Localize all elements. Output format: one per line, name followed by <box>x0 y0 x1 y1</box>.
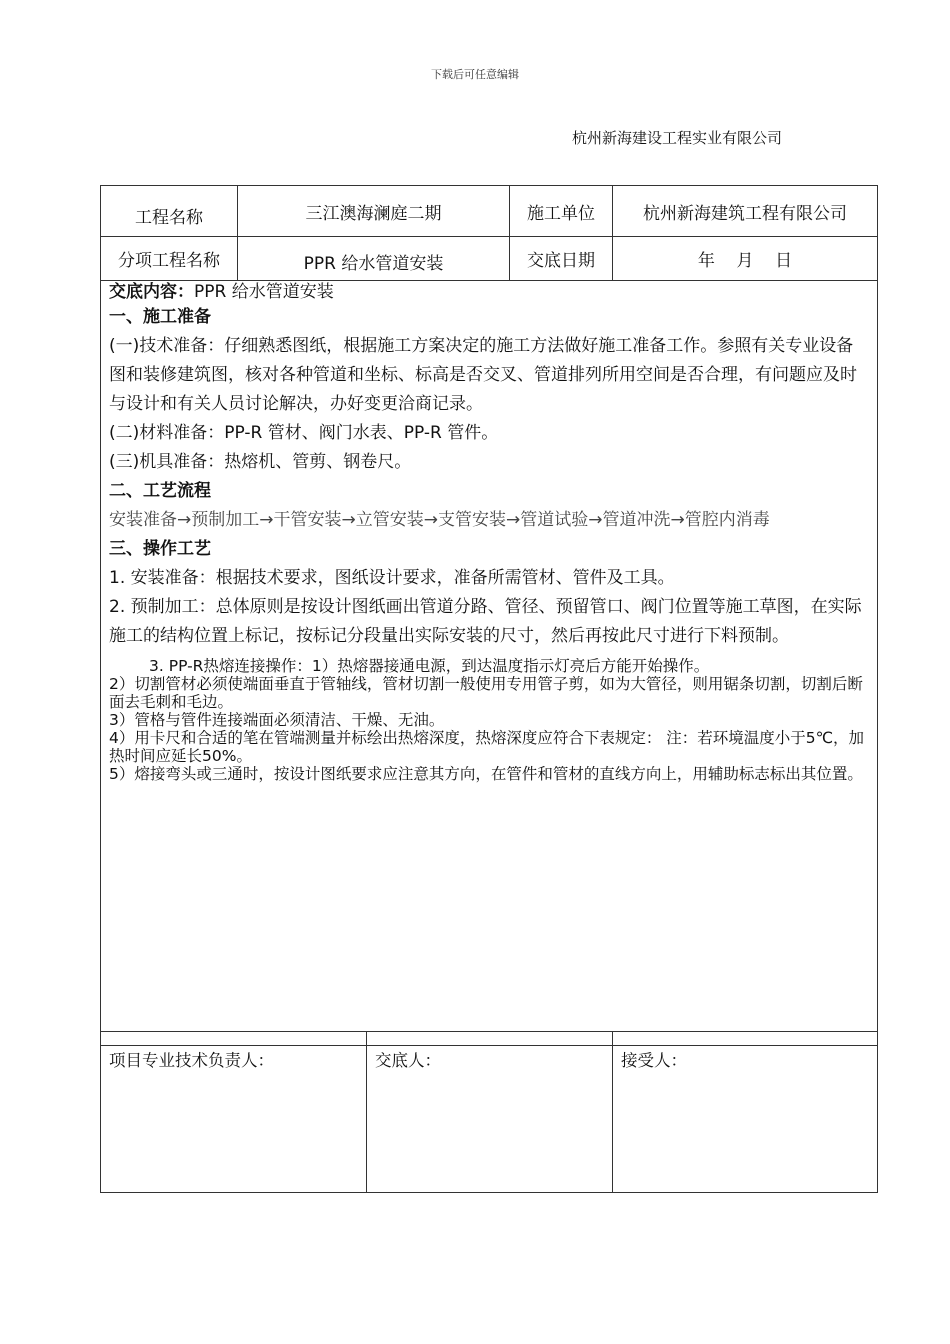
process-flow: 安装准备→预制加工→干管安装→立管安装→支管安装→管道试验→管道冲洗→管腔内消毒 <box>109 510 770 530</box>
step-3-hot-melt: 3. PP-R热熔连接操作：1）热熔器接通电源，到达温度指示灯亮后方能开始操作。 <box>149 657 710 675</box>
content-title-value: PPR 给水管道安装 <box>194 282 334 302</box>
signature-table <box>100 1031 878 1193</box>
date-label: 交底日期 <box>510 237 613 281</box>
step-1-install-prep: 1. 安装准备：根据技术要求，图纸设计要求，准备所需管材、管件及工具。 <box>109 568 675 588</box>
section-1-tool-prep: (三)机具准备：热熔机、管剪、钢卷尺。 <box>109 452 412 472</box>
content-title-label: 交底内容： <box>109 282 194 302</box>
section-1-heading: 一、施工准备 <box>109 307 211 327</box>
content-cell <box>101 281 878 1046</box>
subitem-label: 分项工程名称 <box>101 237 238 281</box>
disclosure-table <box>100 185 878 1046</box>
step-3-cleaning: 3）管格与管件连接端面必须清洁、干燥、无油。 <box>109 711 445 729</box>
contractor-value: 杭州新海建筑工程有限公司 <box>613 186 878 237</box>
date-value: 年 月 日 <box>613 237 878 281</box>
step-3-depth-marking: 4）用卡尺和合适的笔在管端测量并标绘出热熔深度，热熔深度应符合下表规定： 注：若环境温度小于5℃，加热时间应延长50%。 <box>109 729 865 765</box>
company-name: 杭州新海建设工程实业有限公司 <box>572 129 783 147</box>
project-name-label: 工程名称 <box>101 186 238 237</box>
step-3-elbow-tee: 5）熔接弯头或三通时，按设计图纸要求应注意其方向，在管件和管材的直线方向上，用辅助标志标出其位置。 <box>109 765 863 783</box>
contractor-label: 施工单位 <box>510 186 613 237</box>
content-title <box>109 281 869 303</box>
section-1-technical-prep: (一)技术准备：仔细熟悉图纸，根据施工方案决定的施工方法做好施工准备工作。参照有关专业设备图和装修建筑图，核对各种管道和坐标、标高是否交叉、管道排列所用空间是否合理，有问题应及时与设计和有关人员讨论解决，办好变更洽商记录。 <box>109 336 857 414</box>
step-3-cutting: 2）切割管材必须使端面垂直于管轴线，管材切割一般使用专用管子剪，如为大管径，则用锯条切割，切割后断面去毛刺和毛边。 <box>109 675 863 711</box>
subitem-value: PPR 给水管道安装 <box>238 237 510 281</box>
section-2-heading: 二、工艺流程 <box>109 481 211 501</box>
receiver-signature-label: 接受人： <box>613 1032 878 1193</box>
tech-lead-signature-label: 项目专业技术负责人： <box>101 1032 367 1193</box>
section-3-heading: 三、操作工艺 <box>109 539 211 559</box>
section-1-material-prep: (二)材料准备：PP-R 管材、阀门水表、PP-R 管件。 <box>109 423 499 443</box>
discloser-signature-label: 交底人： <box>367 1032 613 1193</box>
step-2-prefabrication: 2. 预制加工：总体原则是按设计图纸画出管道分路、管径、预留管口、阀门位置等施工草图，在实际施工的结构位置上标记，按标记分段量出实际安装的尺寸，然后再按此尺寸进行下料预制。 <box>109 597 862 646</box>
header-note: 下载后可任意编辑 <box>431 68 519 81</box>
project-name-value: 三江澳海澜庭二期 <box>238 186 510 237</box>
